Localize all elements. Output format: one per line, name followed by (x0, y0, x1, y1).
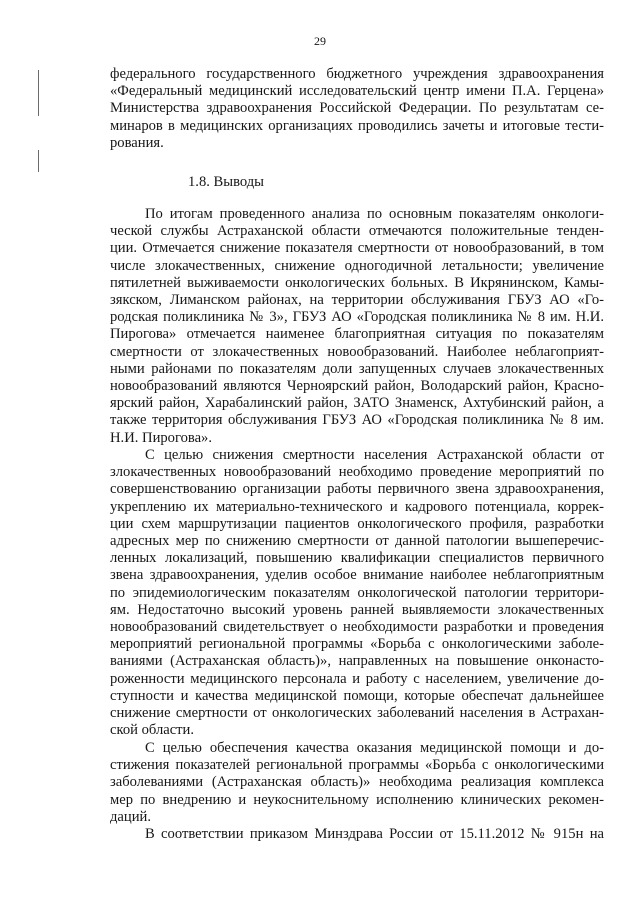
text-line: ярский район, Харабалинский район, ЗАТО Знаменск, Ахтубинский район, а (110, 395, 604, 412)
text-line: злокачественных новообразований необходимо проведение мероприятий по (110, 464, 604, 481)
text-line: мероприятий региональной программы «Борьба с онкологическими заболе- (110, 636, 604, 653)
text-line: ваниями (Астраханская область)», направленных на повышение онконасто- (110, 653, 604, 670)
text-line: укреплению их материально-технического и кадрового потенциала, коррек- (110, 498, 604, 515)
text-line: Н.И. Пирогова». (110, 429, 213, 446)
text-line: ции. Отмечается снижение показателя смертности от новообразований, в том (110, 240, 604, 257)
text-line: С целью снижения смертности населения Астраханской области от (145, 447, 604, 463)
text-line: даций. (110, 808, 151, 825)
text-line: ными районами по показателям доли запущенных случаев злокачественных (110, 360, 604, 377)
text-line: федерального государственного бюджетного учреждения здравоохранения (110, 66, 604, 82)
text-line: снижение смертности от онкологических заболеваний населения в Астрахан- (110, 705, 604, 722)
text-line: новообразований являются Черноярский район, Володарский район, Красно- (110, 378, 604, 395)
text-line: совершенствованию организации работы первичного звена здравоохранения, (110, 481, 604, 498)
text-line: ческой службы Астраханской области отмечаются положительные тенден- (110, 223, 604, 240)
text-line: ской области. (110, 722, 195, 739)
paragraph-quality-assurance (110, 740, 604, 826)
text-line: стижения показателей региональной программы «Борьба с онкологическими (110, 757, 604, 774)
text-line: Министерства здравоохранения Российской Федерации. По результатам се- (110, 100, 604, 117)
text-line: пятилетней выживаемости онкологических больных. В Икрянинском, Камы- (110, 274, 604, 291)
paragraph-ministry-order (110, 826, 604, 843)
text-line: роженности медицинского персонала и работу с населением, увеличение до- (110, 670, 604, 687)
text-line: ленных локализаций, повышению квалификации специалистов первичного (110, 550, 604, 567)
text-line: «Федеральный медицинский исследовательский центр имени П.А. Герцена» (110, 83, 604, 100)
text-line: ции схем маршрутизации пациентов онкологического профиля, разработки (110, 515, 604, 532)
text-line: ступности и качества медицинской помощи, которые обеспечат дальнейшее (110, 687, 604, 704)
text-line: родская поликлиника № 3», ГБУЗ АО «Городская поликлиника № 8 им. Н.И. (110, 309, 604, 326)
text-line: числе злокачественных, снижение одногодичной летальности; увеличение (110, 257, 604, 274)
text-line: ям. Недостаточно высокий уровень ранней выявляемости злокачественных (110, 601, 604, 618)
section-heading: 1.8. Выводы (188, 174, 264, 190)
text-line: С целью обеспечения качества оказания медицинской помощи и до- (145, 740, 604, 756)
text-line: новообразований свидетельствует о необходимости разработки и проведения (110, 619, 604, 636)
text-line: звена здравоохранения, уделив особое внимание наиболее неблагоприятным (110, 567, 604, 584)
text-line: заболеваниями (Астраханская область)» необходима реализация комплекса (110, 774, 604, 791)
paragraph-summary (110, 206, 604, 447)
text-line: зякском, Лиманском районах, на территории обслуживания ГБУЗ АО «Го- (110, 292, 604, 309)
text-line: адресных мер по снижению смертности от данной патологии вышеперечис- (110, 533, 604, 550)
intro-paragraph (110, 66, 604, 152)
text-line: В соответствии приказом Минздрава России от 15.11.2012 № 915н на (145, 826, 604, 842)
margin-mark (38, 150, 39, 172)
paragraph-mortality-reduction (110, 447, 604, 739)
text-line: Пирогова» отмечается наименее благоприятная ситуация по показателям (110, 326, 604, 343)
text-line: рования. (110, 134, 164, 151)
text-line: минаров в медицинских организациях проводились зачеты и итоговые тести- (110, 117, 604, 134)
text-line: также территория обслуживания ГБУЗ АО «Городская поликлиника № 8 им. (110, 412, 604, 429)
text-line: смертности от злокачественных новообразований. Наиболее неблагоприят- (110, 343, 604, 360)
text-line: мер по внедрению и неукоснительному исполнению клинических рекомен- (110, 791, 604, 808)
text-line: По итогам проведенного анализа по основным показателям онкологи- (145, 206, 604, 222)
text-line: по эпидемиологическим показателям онкологической патологии территори- (110, 584, 604, 601)
page-number: 29 (314, 34, 326, 48)
margin-mark (38, 70, 39, 116)
